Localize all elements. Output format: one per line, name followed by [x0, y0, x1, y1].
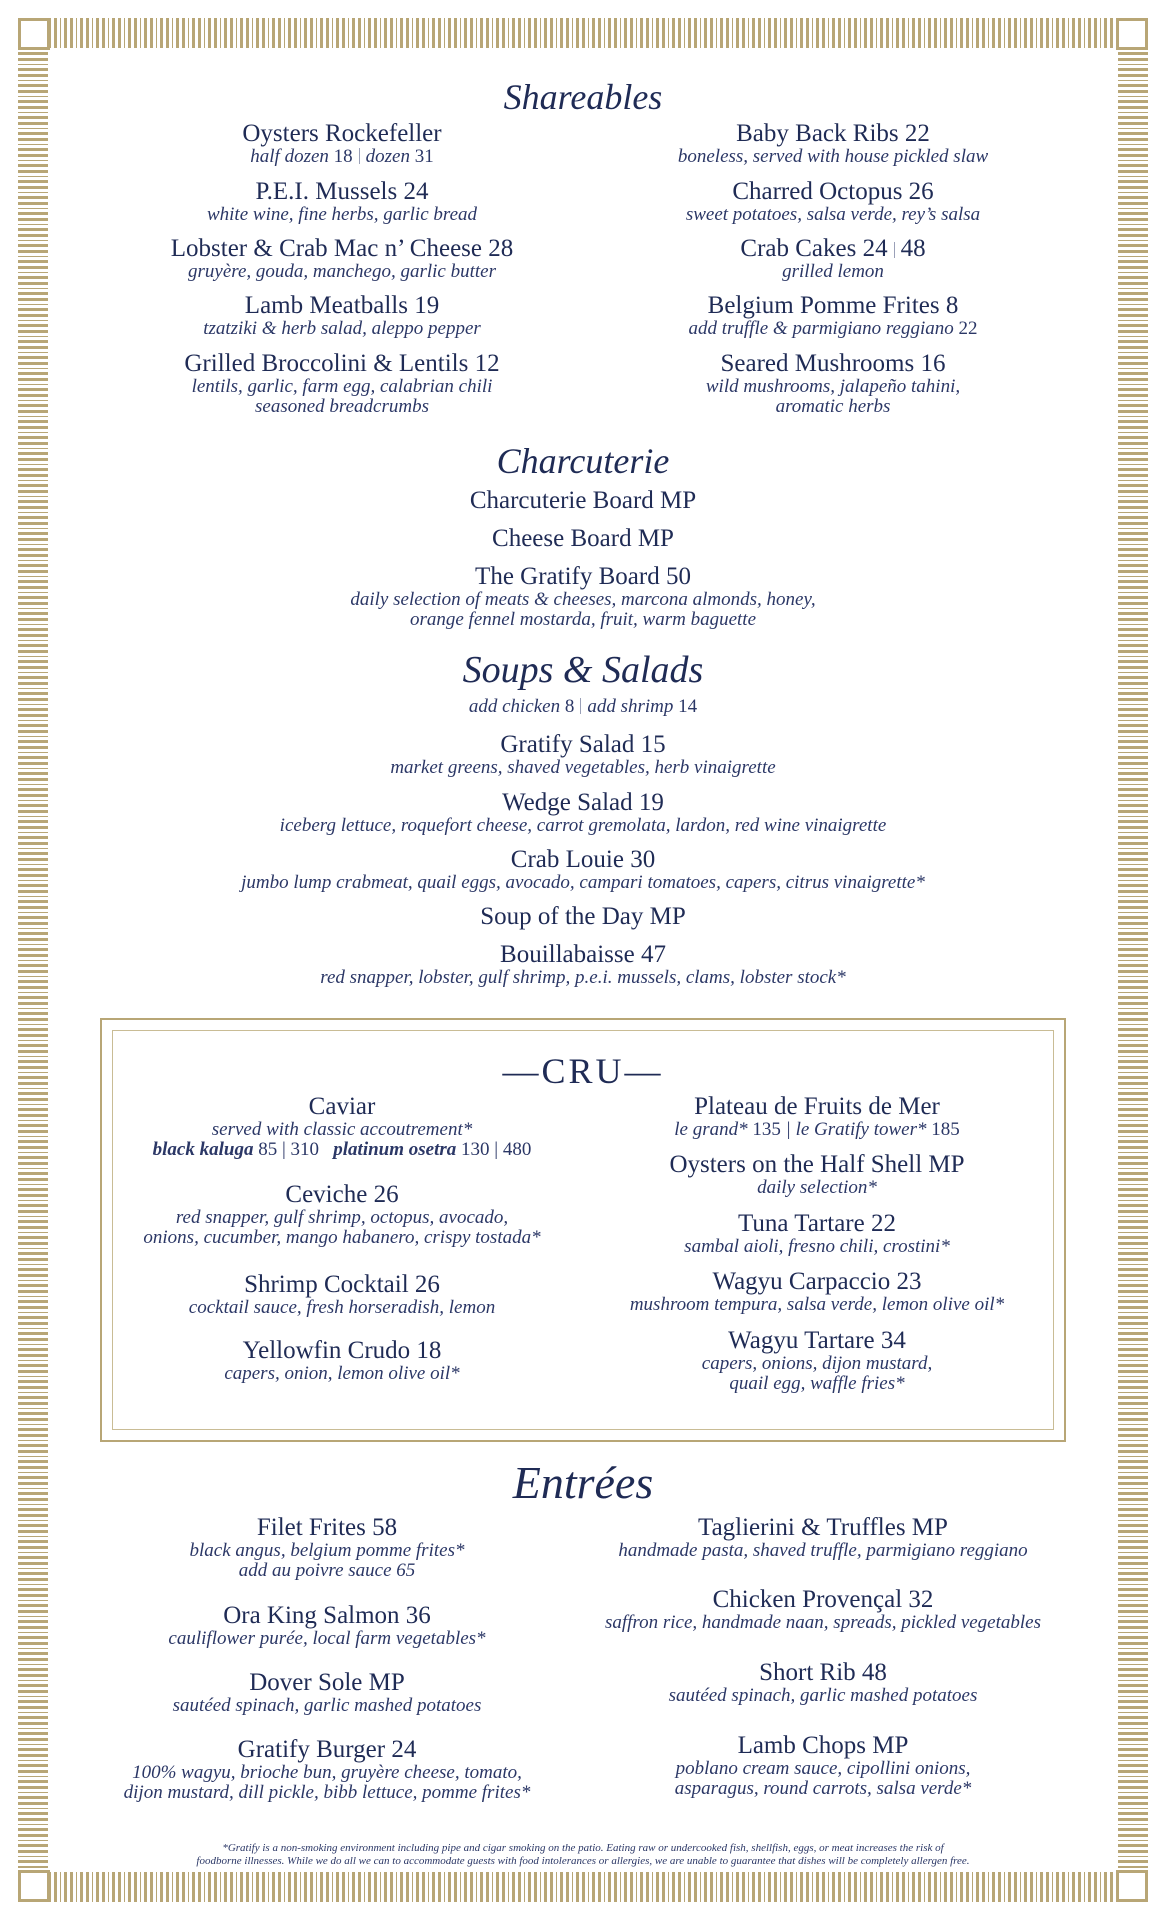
- item-name: Crab Louie 30: [510, 846, 656, 873]
- item-name: Wagyu Carpaccio 23: [712, 1268, 922, 1295]
- menu-item: [572, 1152, 1062, 1198]
- menu-item: [82, 179, 602, 225]
- item-description: black angus, belgium pomme frites*: [189, 1540, 465, 1561]
- menu-item: [82, 904, 1084, 930]
- item-name: Yellowfin Crudo 18: [242, 1337, 442, 1364]
- item-description: aromatic herbs: [775, 396, 891, 417]
- item-description: dijon mustard, dill pickle, bibb lettuce, pomme frites*: [123, 1782, 531, 1803]
- menu-item: [572, 1328, 1062, 1394]
- right-border-ornament: [1118, 52, 1148, 1868]
- cru-left-column: [102, 1020, 582, 1440]
- soups-addons: add chicken 8 add shrimp 14: [468, 696, 698, 717]
- item-name: Charred Octopus 26: [732, 178, 934, 205]
- corner-ornament: [1116, 18, 1148, 50]
- menu-item: [582, 121, 1084, 167]
- item-description: wild mushrooms, jalapeño tahini,: [705, 376, 961, 397]
- item-description: handmade pasta, shaved truffle, parmigiano reggiano: [618, 1540, 1028, 1561]
- menu-item: [82, 488, 1084, 514]
- item-name: Cheese Board MP: [492, 525, 674, 552]
- item-description: half dozen 18 dozen 31: [250, 146, 434, 167]
- item-description: served with classic accoutrement*: [211, 1119, 473, 1140]
- top-border-ornament: [48, 18, 1118, 48]
- item-description: poblano cream sauce, cipollini onions,: [675, 1758, 971, 1779]
- menu-item: [562, 1515, 1084, 1561]
- item-name: Filet Frites 58: [256, 1514, 398, 1541]
- item-description: daily selection of meats & cheeses, marcona almonds, honey,: [350, 589, 816, 610]
- menu-item: [82, 732, 1084, 778]
- corner-ornament: [1116, 1870, 1148, 1902]
- item-description: capers, onion, lemon olive oil*: [224, 1363, 460, 1384]
- item-description: gruyère, gouda, manchego, garlic butter: [188, 261, 496, 282]
- item-name: Seared Mushrooms 16: [720, 350, 946, 377]
- item-description: seasoned breadcrumbs: [255, 396, 429, 417]
- item-name: Oysters on the Half Shell MP: [669, 1151, 965, 1178]
- menu-item: [582, 236, 1084, 282]
- disclaimer-line: *Gratify is a non-smoking environment including pipe and cigar smoking on the patio. Eating raw or undercooked fish, shellfish, eggs, or meat increases the risk of: [222, 1842, 944, 1854]
- item-name: Gratify Salad 15: [500, 731, 666, 758]
- disclaimer-line: foodborne illnesses. While we do all we can to accommodate guests with food intolerances or allergies, we are unable to guarantee that dishes will be completely allergen free.: [196, 1855, 970, 1867]
- menu-item: [102, 1182, 582, 1248]
- item-name: Oysters Rockefeller: [242, 120, 442, 147]
- item-description: white wine, fine herbs, garlic bread: [206, 204, 478, 225]
- menu-item: [82, 526, 1084, 552]
- menu-item: [562, 1587, 1084, 1633]
- soups-salads-title: Soups & Salads: [462, 649, 704, 691]
- cru-title: —CRU—: [502, 1051, 664, 1091]
- item-description: cauliflower purée, local farm vegetables*: [168, 1628, 486, 1649]
- cru-box: [100, 1018, 1066, 1442]
- item-description: boneless, served with house pickled slaw: [677, 146, 989, 167]
- item-name: Caviar: [308, 1093, 376, 1120]
- item-description: capers, onions, dijon mustard,: [701, 1353, 933, 1374]
- menu-item: [82, 351, 602, 417]
- item-description: orange fennel mostarda, fruit, warm baguette: [409, 609, 757, 630]
- item-name: Belgium Pomme Frites 8: [707, 292, 959, 319]
- menu-item: [562, 1660, 1084, 1706]
- menu-item: [582, 179, 1084, 225]
- charcuterie-title: Charcuterie: [496, 441, 670, 481]
- entrees-title: Entrées: [512, 1457, 654, 1508]
- item-name: Wagyu Tartare 34: [728, 1327, 906, 1354]
- item-name: Chicken Provençal 32: [712, 1586, 934, 1613]
- menu-item: [572, 1211, 1062, 1257]
- menu-item: [582, 351, 1084, 417]
- item-name: Taglierini & Truffles MP: [698, 1514, 948, 1541]
- item-description: cocktail sauce, fresh horseradish, lemon: [188, 1297, 496, 1318]
- menu-item: [82, 564, 1084, 630]
- item-description: iceberg lettuce, roquefort cheese, carrot gremolata, lardon, red wine vinaigrette: [279, 815, 887, 836]
- item-description: red snapper, gulf shrimp, octopus, avocado,: [175, 1207, 509, 1228]
- menu-item: [82, 1515, 572, 1581]
- menu-item: [582, 293, 1084, 339]
- item-description: lentils, garlic, farm egg, calabrian chili: [191, 376, 493, 397]
- item-description: market greens, shaved vegetables, herb vinaigrette: [390, 757, 776, 778]
- item-name: P.E.I. Mussels 24: [255, 178, 429, 205]
- item-description: sautéed spinach, garlic mashed potatoes: [668, 1685, 978, 1706]
- item-name: Lamb Meatballs 19: [244, 292, 440, 319]
- menu-item: [562, 1733, 1084, 1799]
- item-name: Tuna Tartare 22: [738, 1210, 896, 1237]
- item-description: red snapper, lobster, gulf shrimp, p.e.i. mussels, clams, lobster stock*: [320, 967, 846, 988]
- item-description: sambal aioli, fresno chili, crostini*: [684, 1236, 950, 1257]
- item-description: tzatziki & herb salad, aleppo pepper: [203, 318, 481, 339]
- item-description: le grand* 135 | le Gratify tower* 185: [674, 1119, 960, 1140]
- corner-ornament: [18, 18, 50, 50]
- item-name: Charcuterie Board MP: [469, 487, 697, 514]
- menu-item: [572, 1269, 1062, 1315]
- item-name: Baby Back Ribs 22: [736, 120, 930, 147]
- item-description: asparagus, round carrots, salsa verde*: [674, 1778, 972, 1799]
- item-name: Plateau de Fruits de Mer: [694, 1093, 940, 1120]
- item-description: daily selection*: [757, 1177, 877, 1198]
- item-description: add truffle & parmigiano reggiano 22: [688, 318, 978, 339]
- menu-item: [572, 1094, 1062, 1140]
- item-description: jumbo lump crabmeat, quail eggs, avocado, campari tomatoes, capers, citrus vinaigrette*: [241, 872, 925, 893]
- menu-item: [82, 942, 1084, 988]
- menu-item: [102, 1272, 582, 1318]
- item-description: add au poivre sauce 65: [238, 1560, 416, 1581]
- left-border-ornament: [18, 52, 48, 1868]
- item-name: Wedge Salad 19: [502, 789, 664, 816]
- shareables-title: Shareables: [503, 77, 663, 117]
- menu-item: [82, 1603, 572, 1649]
- item-description: mushroom tempura, salsa verde, lemon olive oil*: [629, 1294, 1005, 1315]
- item-description: grilled lemon: [782, 261, 884, 282]
- item-description: onions, cucumber, mango habanero, crispy tostada*: [143, 1227, 541, 1248]
- item-description: 100% wagyu, brioche bun, gruyère cheese, tomato,: [132, 1762, 522, 1783]
- disclaimer-note: [110, 1842, 1056, 1868]
- menu-item: [82, 121, 602, 167]
- menu-item: [82, 1737, 572, 1803]
- menu-item: [102, 1094, 582, 1160]
- item-name: Soup of the Day MP: [480, 903, 686, 930]
- item-name: Shrimp Cocktail 26: [244, 1271, 440, 1298]
- item-description: saffron rice, handmade naan, spreads, pickled vegetables: [604, 1612, 1042, 1633]
- menu-item: [82, 1670, 572, 1716]
- item-name: Gratify Burger 24: [237, 1736, 417, 1763]
- item-name: Dover Sole MP: [249, 1669, 405, 1696]
- item-name: Short Rib 48: [759, 1659, 887, 1686]
- caviar-prices: black kaluga 85 | 310 platinum osetra 130 | 480: [152, 1139, 532, 1160]
- menu-item: [82, 236, 602, 282]
- item-description: quail egg, waffle fries*: [729, 1373, 905, 1394]
- menu-item: [82, 847, 1084, 893]
- item-description: sweet potatoes, salsa verde, rey’s salsa: [685, 204, 981, 225]
- item-name: The Gratify Board 50: [475, 563, 691, 590]
- item-name: Ora King Salmon 36: [223, 1602, 431, 1629]
- item-name: Bouillabaisse 47: [500, 941, 666, 968]
- item-name: Lamb Chops MP: [737, 1732, 909, 1759]
- item-name: Grilled Broccolini & Lentils 12: [184, 350, 500, 377]
- menu-item: [82, 293, 602, 339]
- menu-item: [102, 1338, 582, 1384]
- corner-ornament: [18, 1870, 50, 1902]
- cru-right-column: [572, 1020, 1062, 1440]
- item-name: Crab Cakes 24 48: [740, 235, 926, 262]
- bottom-border-ornament: [48, 1872, 1118, 1902]
- item-name: Ceviche 26: [285, 1181, 399, 1208]
- item-description: sautéed spinach, garlic mashed potatoes: [172, 1695, 482, 1716]
- item-name: Lobster & Crab Mac n’ Cheese 28: [170, 235, 514, 262]
- menu-item: [82, 790, 1084, 836]
